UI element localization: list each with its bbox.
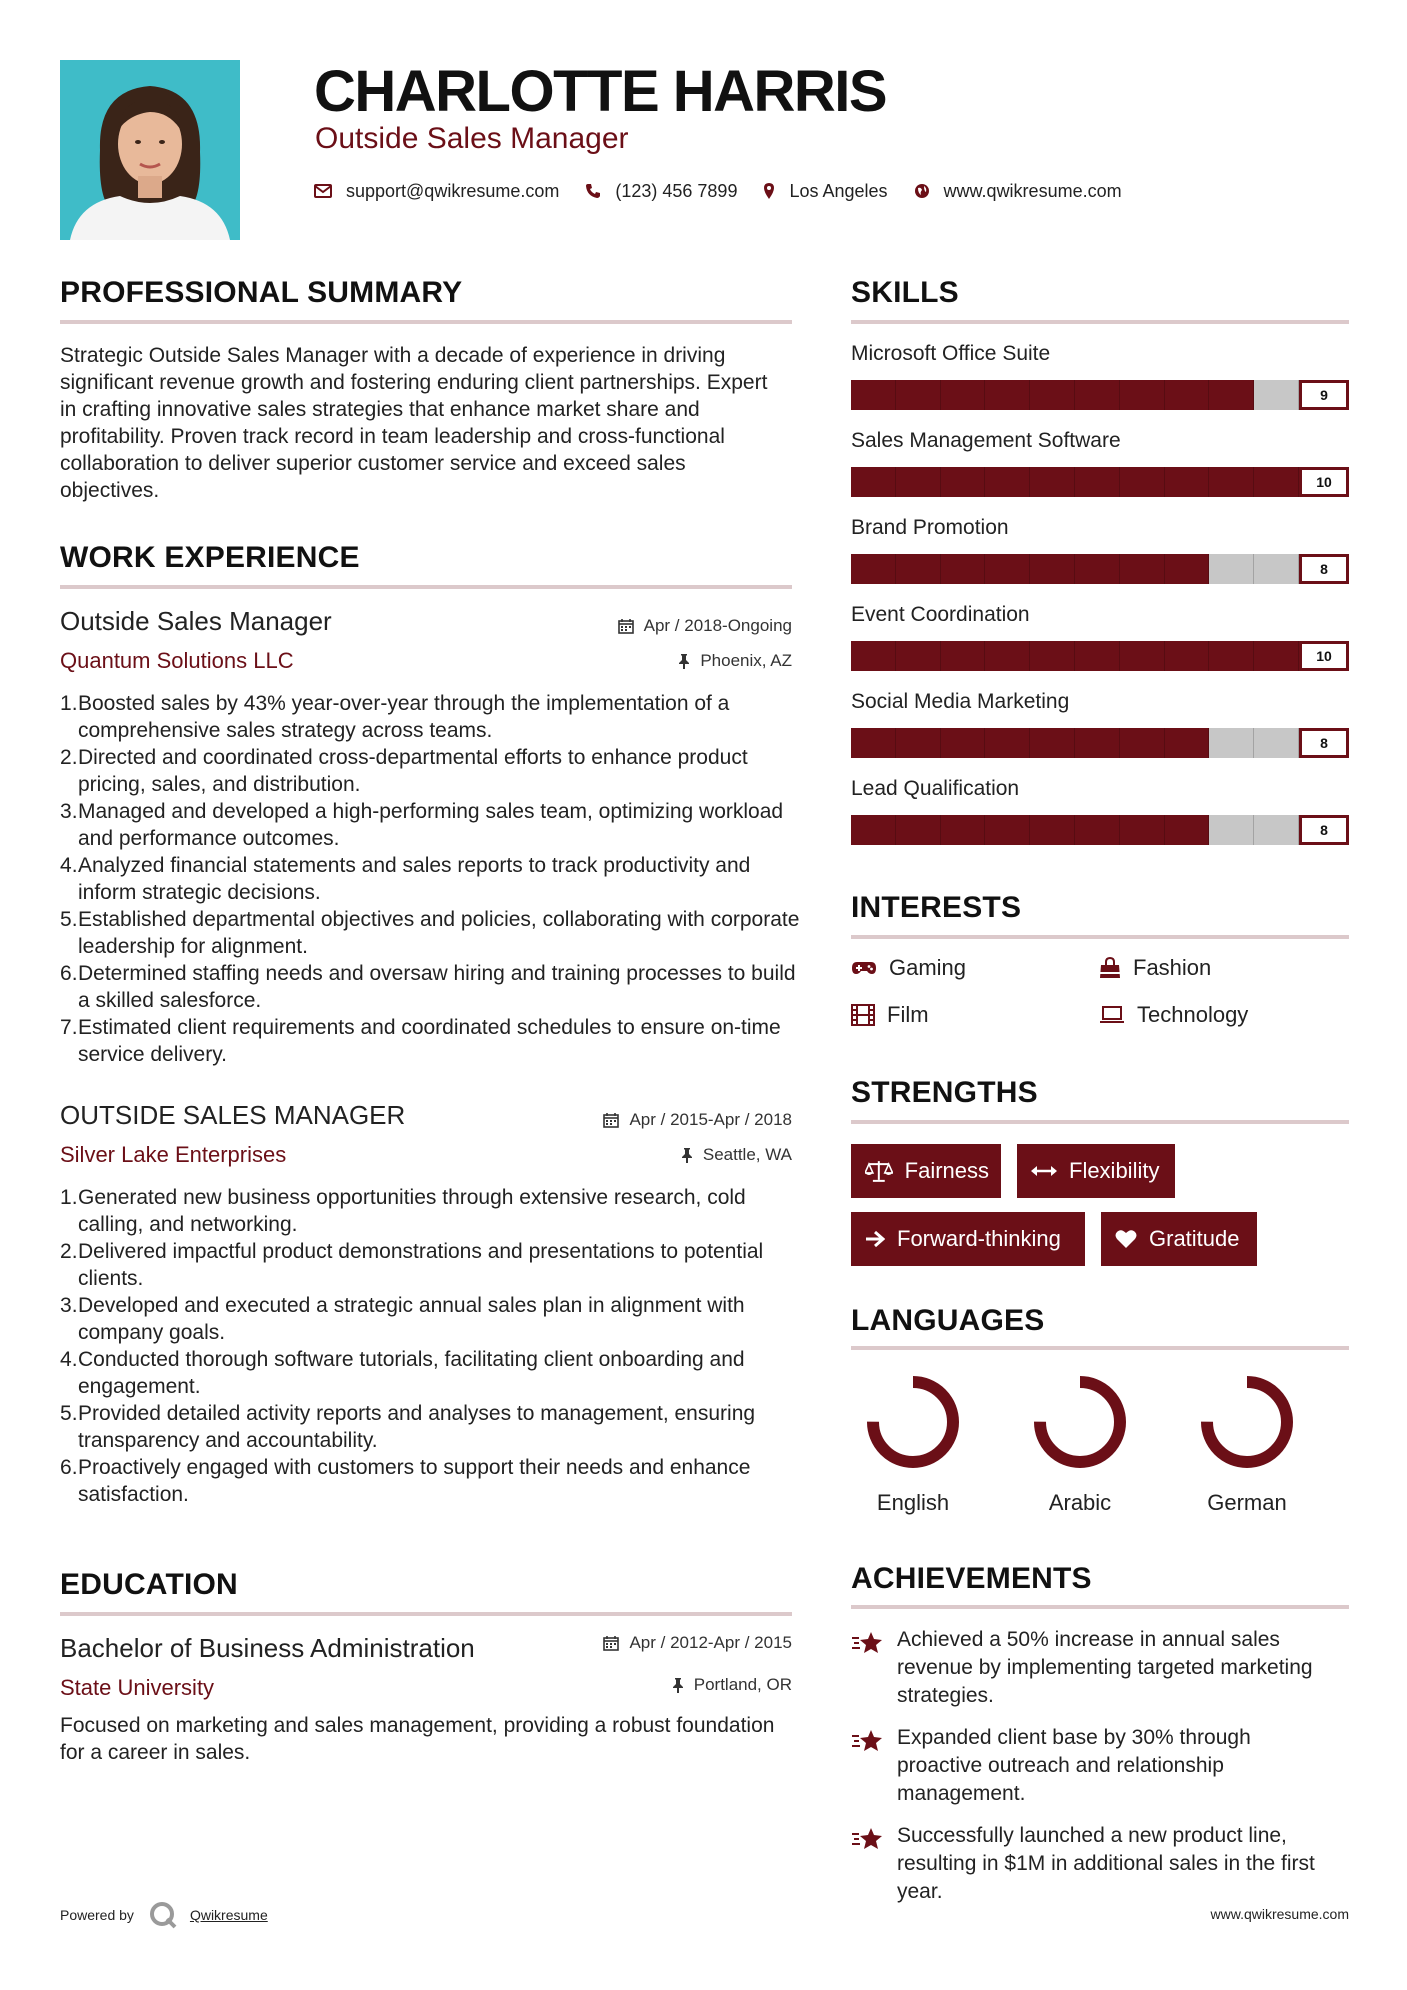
experience-divider [60, 585, 792, 589]
language-item [838, 1372, 988, 1516]
job-dates [560, 616, 792, 636]
skill-name: Brand Promotion [851, 516, 1009, 539]
interest-label: Fashion [1133, 955, 1212, 980]
interest-label: Film [887, 1002, 929, 1027]
star-icon [851, 1630, 883, 1656]
skills-divider [851, 320, 1349, 324]
skill-bar-ticks [851, 728, 1299, 758]
interest-item [851, 1002, 929, 1028]
calendar-icon [603, 1112, 619, 1128]
interests-heading: INTERESTS [851, 891, 1022, 924]
contact-email[interactable] [314, 181, 559, 202]
language-ring [1030, 1372, 1130, 1472]
job-location [560, 651, 792, 671]
calendar-icon [603, 1635, 619, 1651]
interests-divider [851, 935, 1349, 939]
duty-item: Analyzed financial statements and sales reports to track productivity and inform strategic decisions. [78, 854, 751, 904]
gamepad-icon [851, 960, 877, 976]
education-location-text: Portland, OR [693, 1675, 792, 1694]
powered-by-text: Powered by [60, 1907, 134, 1923]
location-text: Los Angeles [789, 180, 888, 201]
language-item [1005, 1372, 1155, 1516]
phone-text: (123) 456 7899 [615, 180, 738, 201]
achievement-item [851, 1626, 1341, 1710]
job-location-text: Seattle, WA [702, 1145, 792, 1164]
achievement-text: Achieved a 50% increase in annual sales revenue by implementing targeted marketing strategies. [897, 1628, 1313, 1707]
job-location [560, 1145, 792, 1165]
education-school: State University [60, 1675, 215, 1700]
contact-website[interactable] [914, 181, 1122, 202]
language-item [1172, 1372, 1322, 1516]
achievement-item [851, 1822, 1341, 1906]
footer-website[interactable]: www.qwikresume.com [1210, 1906, 1349, 1922]
skill-level-badge: 10 [1299, 641, 1349, 671]
skill-bar [851, 728, 1349, 758]
duty-item: Established departmental objectives and policies, collaborating with corporate leadership for alignment. [78, 908, 800, 958]
strengths-heading: STRENGTHS [851, 1076, 1038, 1109]
languages-heading: LANGUAGES [851, 1304, 1045, 1337]
duty-item: Proactively engaged with customers to support their needs and enhance satisfaction. [78, 1456, 751, 1506]
strength-chip [851, 1144, 1001, 1198]
skill-bar [851, 380, 1349, 410]
skill-bar-ticks [851, 380, 1299, 410]
job-title: OUTSIDE SALES MANAGER [60, 1100, 406, 1130]
contact-bar [314, 178, 1148, 204]
pushpin-icon [678, 653, 690, 669]
language-ring-arc [1207, 1382, 1287, 1462]
skills-heading: SKILLS [851, 276, 959, 309]
strength-chip [851, 1212, 1085, 1266]
achievement-item [851, 1724, 1341, 1808]
strength-chip [1017, 1144, 1175, 1198]
experience-heading: WORK EXPERIENCE [60, 541, 360, 574]
arrows-horizontal-icon [1031, 1164, 1057, 1178]
skill-name: Lead Qualification [851, 777, 1020, 800]
skill-level-badge: 10 [1299, 467, 1349, 497]
skill-bar [851, 554, 1349, 584]
strength-label: Forward-thinking [897, 1226, 1061, 1251]
film-icon [851, 1004, 875, 1026]
job-location-text: Phoenix, AZ [700, 651, 792, 670]
duty-item: Directed and coordinated cross-departmental efforts to enhance product pricing, sales, and distribution. [78, 746, 748, 796]
skill-bar [851, 467, 1349, 497]
envelope-icon [314, 184, 332, 198]
duty-item: Provided detailed activity reports and analyses to management, ensuring transparency and accountability. [78, 1402, 756, 1452]
language-name: English [876, 1490, 950, 1515]
education-degree: Bachelor of Business Administration [60, 1633, 475, 1663]
job-duties-list [60, 1184, 800, 1508]
strength-label: Fairness [904, 1158, 989, 1183]
education-location [560, 1675, 792, 1695]
skill-bar-ticks [851, 815, 1299, 845]
job-company: Quantum Solutions LLC [60, 648, 294, 673]
education-text: Focused on marketing and sales management, providing a robust foundation for a career in sales. [60, 1714, 775, 1764]
globe-icon [914, 183, 930, 199]
profile-photo [60, 60, 240, 240]
job-dates-text: Apr / 2018-Ongoing [643, 616, 792, 635]
pushpin-icon [681, 1147, 693, 1163]
email-text: support@qwikresume.com [346, 180, 560, 201]
heart-icon [1115, 1229, 1137, 1249]
language-name: Arabic [1048, 1490, 1112, 1515]
star-icon [851, 1826, 883, 1852]
interest-item [851, 955, 966, 981]
skill-bar [851, 641, 1349, 671]
skill-name: Microsoft Office Suite [851, 342, 1051, 365]
skill-bar-ticks [851, 641, 1299, 671]
balance-scale-icon [865, 1160, 893, 1182]
achievements-divider [851, 1605, 1349, 1609]
laptop-icon [1099, 1005, 1125, 1025]
arrow-right-icon [865, 1230, 885, 1248]
interest-label: Technology [1137, 1002, 1249, 1027]
education-divider [60, 1612, 792, 1616]
phone-icon [585, 183, 601, 199]
language-ring-arc [1040, 1382, 1120, 1462]
interest-item [1099, 1002, 1248, 1028]
star-icon [851, 1728, 883, 1754]
education-dates [520, 1633, 792, 1653]
education-heading: EDUCATION [60, 1568, 238, 1601]
job-dates [520, 1110, 792, 1130]
interest-label: Gaming [889, 955, 967, 980]
map-pin-icon [763, 182, 775, 200]
summary-text: Strategic Outside Sales Manager with a decade of experience in driving significant revenue growth and fostering enduring client partnerships. Expert in crafting innovative sales strategies that enhance market share and profitability. Proven track record in team leadership and cross-functional collaboration to deliver superior customer service and exceed sales objectives. [60, 344, 768, 502]
duty-item: Generated new business opportunities through extensive research, cold calling, and networking. [78, 1186, 746, 1236]
skill-level-badge: 8 [1299, 554, 1349, 584]
job-duties-list [60, 690, 800, 1068]
footer-powered-by [60, 1900, 268, 1930]
duty-item: Managed and developed a high-performing sales team, optimizing workload and performance outcomes. [78, 800, 784, 850]
duty-item: Determined staffing needs and oversaw hiring and training processes to build a skilled salesforce. [78, 962, 796, 1012]
language-ring [1197, 1372, 1297, 1472]
skill-name: Event Coordination [851, 603, 1030, 626]
brand-link[interactable]: Qwikresume [189, 1907, 268, 1923]
skill-bar-ticks [851, 554, 1299, 584]
skill-level-badge: 9 [1299, 380, 1349, 410]
summary-heading: PROFESSIONAL SUMMARY [60, 276, 463, 309]
strength-chip [1101, 1212, 1257, 1266]
avatar-illustration [60, 60, 240, 240]
job-title: Outside Sales Manager [60, 606, 332, 636]
skill-level-badge: 8 [1299, 815, 1349, 845]
language-name: German [1207, 1490, 1287, 1515]
language-ring [863, 1372, 963, 1472]
pushpin-icon [672, 1677, 684, 1693]
skill-bar [851, 815, 1349, 845]
candidate-role: Outside Sales Manager [315, 122, 629, 155]
qwikresume-logo-icon [148, 1900, 178, 1930]
website-text: www.qwikresume.com [943, 180, 1122, 201]
contact-location [763, 181, 887, 202]
duty-item: Delivered impactful product demonstrations and presentations to potential clients. [78, 1240, 764, 1290]
strength-label: Flexibility [1069, 1158, 1160, 1183]
interest-item [1099, 955, 1211, 981]
strength-label: Gratitude [1149, 1226, 1240, 1251]
achievement-text: Successfully launched a new product line, resulting in $1M in additional sales in the first year. [897, 1824, 1315, 1903]
education-dates-text: Apr / 2012-Apr / 2015 [629, 1633, 792, 1652]
strengths-divider [851, 1120, 1349, 1124]
job-dates-text: Apr / 2015-Apr / 2018 [629, 1110, 792, 1129]
duty-item: Developed and executed a strategic annual sales plan in alignment with company goals. [78, 1294, 745, 1344]
language-ring-arc [873, 1382, 953, 1462]
achievements-heading: ACHIEVEMENTS [851, 1562, 1092, 1595]
skill-bar-ticks [851, 467, 1299, 497]
job-company: Silver Lake Enterprises [60, 1142, 287, 1167]
duty-item: Estimated client requirements and coordinated schedules to ensure on-time service delivery. [78, 1016, 781, 1066]
duty-item: Conducted thorough software tutorials, facilitating client onboarding and engagement. [78, 1348, 745, 1398]
summary-divider [60, 320, 792, 324]
duty-item: Boosted sales by 43% year-over-year through the implementation of a comprehensive sales strategy across teams. [78, 692, 730, 742]
languages-divider [851, 1346, 1349, 1350]
skill-level-badge: 8 [1299, 728, 1349, 758]
calendar-icon [618, 618, 634, 634]
candidate-name: CHARLOTTE HARRIS [314, 59, 887, 124]
contact-phone[interactable] [585, 181, 737, 202]
shopping-bag-icon [1099, 957, 1121, 979]
achievement-text: Expanded client base by 30% through proactive outreach and relationship management. [897, 1726, 1251, 1805]
skill-name: Sales Management Software [851, 429, 1121, 452]
skill-name: Social Media Marketing [851, 690, 1070, 713]
